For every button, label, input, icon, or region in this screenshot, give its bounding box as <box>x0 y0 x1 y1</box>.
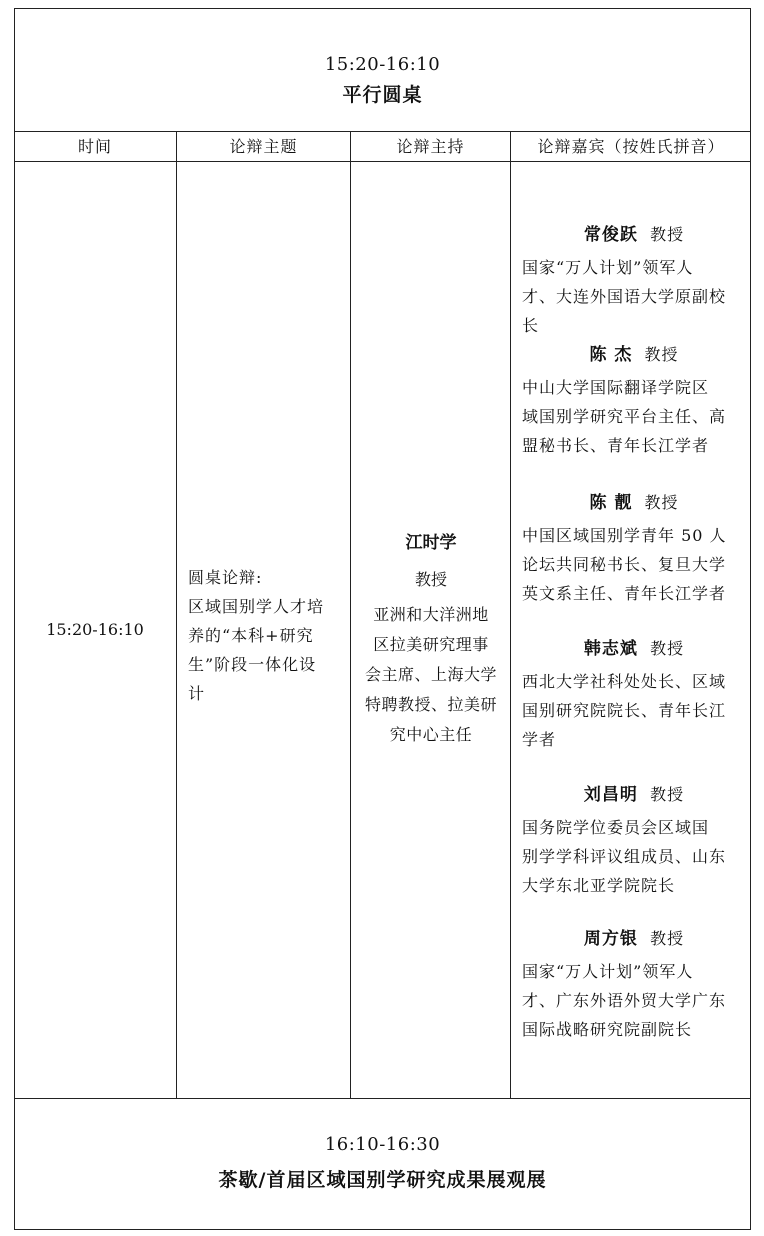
guest-desc-line: 英文系主任、青年长江学者 <box>522 584 727 603</box>
session-title: 平行圆桌 <box>342 84 423 106</box>
guest-desc-line: 西北大学社科处处长、区域 <box>522 672 727 691</box>
row-time: 15:20-16:10 <box>46 620 144 639</box>
guest-desc-line: 盟秘书长、青年长江学者 <box>522 436 710 455</box>
guest-desc-line: 长 <box>522 316 540 335</box>
header-host: 论辩主持 <box>396 137 465 156</box>
guest-entry <box>522 924 746 1044</box>
guest-title: 教授 <box>644 345 679 364</box>
guest-title: 教授 <box>650 639 685 658</box>
debate-topic <box>188 563 344 708</box>
guest-desc-line: 才、广东外语外贸大学广东 <box>522 991 727 1010</box>
topic-line: 计 <box>188 684 206 703</box>
guest-title: 教授 <box>644 493 679 512</box>
guest-name: 陈 靓 <box>589 493 633 513</box>
header-guests: 论辩嘉宾（按姓氏拼音） <box>537 137 725 156</box>
break-time: 16:10-16:30 <box>324 1134 441 1155</box>
host-desc-line: 究中心主任 <box>389 725 473 744</box>
guest-title: 教授 <box>650 929 685 948</box>
host-title: 教授 <box>414 570 447 589</box>
topic-line: 区域国别学人才培 <box>188 597 325 616</box>
guest-desc-line: 论坛共同秘书长、复旦大学 <box>522 555 727 574</box>
guest-desc-line: 国别研究院院长、青年长江 <box>522 701 727 720</box>
divider <box>14 1098 751 1099</box>
guest-title: 教授 <box>650 785 685 804</box>
topic-line: 圆桌论辩: <box>188 568 263 587</box>
guest-entry <box>522 488 746 608</box>
topic-line: 生”阶段一体化设 <box>188 655 317 674</box>
guest-entry <box>522 220 746 340</box>
column-divider <box>350 131 351 1099</box>
guest-entry <box>522 634 746 754</box>
guest-desc-line: 国家“万人计划”领军人 <box>522 962 694 981</box>
host-name: 江时学 <box>405 533 457 553</box>
guest-desc-line: 国家“万人计划”领军人 <box>522 258 694 277</box>
header-topic: 论辩主题 <box>229 137 298 156</box>
break-title: 茶歇/首届区域国别学研究成果展观展 <box>218 1169 547 1191</box>
guest-entry <box>522 340 746 460</box>
guest-desc-line: 中山大学国际翻译学院区 <box>522 378 710 397</box>
guest-desc-line: 别学学科评议组成员、山东 <box>522 847 727 866</box>
divider <box>14 131 751 132</box>
host-desc-line: 会主席、上海大学 <box>364 665 497 684</box>
guest-name: 周方银 <box>583 929 638 949</box>
guest-name: 刘昌明 <box>583 785 638 805</box>
guest-desc-line: 才、大连外国语大学原副校 <box>522 287 727 306</box>
host-desc-line: 区拉美研究理事 <box>373 635 489 654</box>
guest-name: 常俊跃 <box>583 225 638 245</box>
guest-title: 教授 <box>650 225 685 244</box>
session-time: 15:20-16:10 <box>324 54 441 75</box>
divider <box>14 161 751 162</box>
guest-desc-line: 国务院学位委员会区域国 <box>522 818 710 837</box>
guest-entry <box>522 780 746 900</box>
guest-desc-line: 域国别学研究平台主任、高 <box>522 407 727 426</box>
guest-desc-line: 国际战略研究院副院长 <box>522 1020 693 1039</box>
header-time: 时间 <box>77 137 112 156</box>
host-desc-line: 特聘教授、拉美研 <box>364 695 497 714</box>
guest-desc-line: 中国区域国别学青年 50 人 <box>522 526 727 545</box>
guest-desc-line: 学者 <box>522 730 557 749</box>
guest-name: 陈 杰 <box>589 345 633 365</box>
host-desc-line: 亚洲和大洋洲地 <box>373 605 489 624</box>
host-cell <box>352 528 510 750</box>
topic-line: 养的“本科+研究 <box>188 626 314 645</box>
host-description <box>352 600 510 750</box>
guest-desc-line: 大学东北亚学院院长 <box>522 876 676 895</box>
column-divider <box>176 131 177 1099</box>
column-divider <box>510 131 511 1099</box>
guest-name: 韩志斌 <box>583 639 638 659</box>
